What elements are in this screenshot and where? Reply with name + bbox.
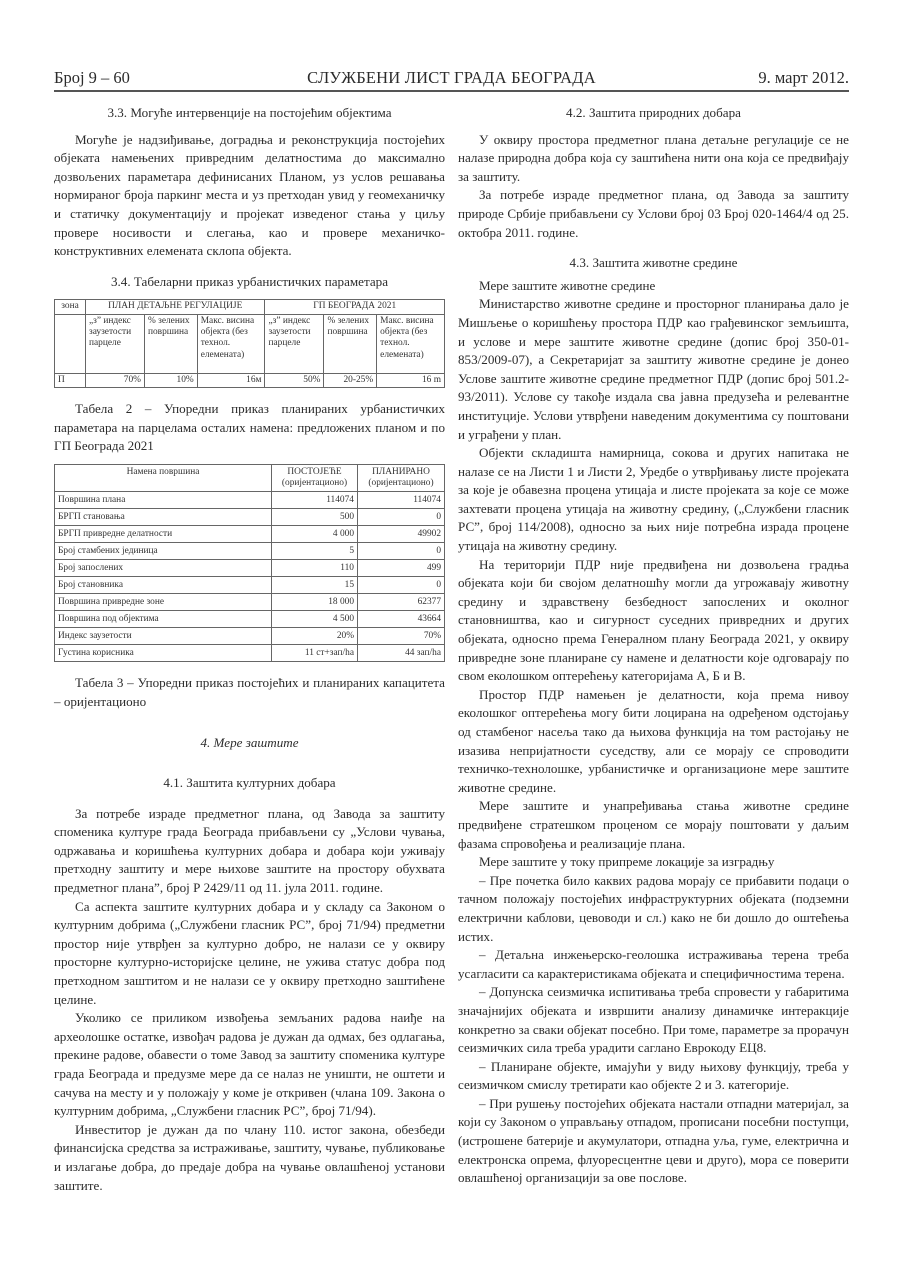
left-column xyxy=(54,104,445,1195)
table-cell: 499 xyxy=(358,560,445,577)
table-cell: Број становника xyxy=(55,577,272,594)
table-cell: 0 xyxy=(358,577,445,594)
table-cell: 10% xyxy=(144,373,197,387)
table-cell: 18 000 xyxy=(272,594,358,611)
table-row xyxy=(55,577,445,594)
table-cell: 16м xyxy=(197,373,265,387)
table-cell: 49902 xyxy=(358,526,445,543)
section-3-3-paragraph: Могуће је надзиђивање, доградња и реконструкција постојећих објеката намењених привредним делатностима до максимално дозвољених параметара дефинисаних Планом, уз услов решавања нормираног броја паркинг места и уз претходан увид у геомеханичку и статичку документацију и пројекат изведеног стања у циљу провере носивости и слегања, као и провере механичко-конструктивних елемената склопа објекта. xyxy=(54,131,445,259)
subheader-cell: % зелених површина xyxy=(144,314,197,373)
table-cell: Број стамбених јединица xyxy=(55,543,272,560)
issue-date: 9. март 2012. xyxy=(758,68,849,87)
section-3-3-heading: 3.3. Могуће интервенције на постојећим објектима xyxy=(107,105,392,120)
subheader-cell: % зелених површина xyxy=(324,314,377,373)
table-cell: Индекс заузетости xyxy=(55,628,272,645)
table-cell: 114074 xyxy=(358,492,445,509)
table-cell: 114074 xyxy=(272,492,358,509)
subheading: Мере заштите у току припреме локације за изградњу xyxy=(479,854,775,870)
table-header-row xyxy=(55,464,445,492)
table-row xyxy=(55,526,445,543)
page-header xyxy=(54,66,849,92)
table-cell: 20% xyxy=(272,628,358,645)
gp-group-header: ГП БЕОГРАДА 2021 xyxy=(265,300,445,314)
bullet-item: – Пре почетка било каквих радова морају се прибавити подаци о тачном положају постојећих инфраструктурних објеката (подземни електрични каблови, цевоводи и сл.) како не би дошло до оштећења истих. xyxy=(458,872,849,944)
table-cell: 0 xyxy=(358,509,445,526)
table-row xyxy=(55,543,445,560)
table-cell: Густина корисника xyxy=(55,645,272,662)
table-row xyxy=(55,594,445,611)
paragraph: Мере заштите и унапређивања стања животне средине предвиђене стратешком проценом се морају поштовати у даљим фазама спровођења и реализације плана. xyxy=(458,798,849,851)
table-header-row xyxy=(55,300,445,314)
section-4-1-heading: 4.1. Заштита културних добара xyxy=(163,775,336,791)
table-cell: Површина под објектима xyxy=(55,611,272,628)
table-row xyxy=(55,560,445,577)
bullet-item: – Детаљна инжењерско-геолошка истраживања терена треба усагласити са карактеристикама објеката и специфичностима терена. xyxy=(458,947,849,981)
plan-group-header: ПЛАН ДЕТАЉНЕ РЕГУЛАЦИЈЕ xyxy=(86,300,265,314)
table-cell: П xyxy=(55,373,86,387)
issue-number: Број 9 – 60 xyxy=(54,68,130,87)
table-cell: Површина плана xyxy=(55,492,272,509)
column-header: Намена површина xyxy=(55,464,272,492)
paragraph: Инвеститор је дужан да по члану 110. истог закона, обезбеди финансијска средства за истраживање, заштиту, чување, публиковање и излагање добра, до предаје добра на чување овлашћеној установи заштите. xyxy=(54,1121,445,1193)
paragraph: Простор ПДР намењен је делатности, која према нивоу еколошког оптерећења могу бити лоцирана на одређеном одстојању од стамбеног насеља тако да њихова функција на том растојању не изазива непријатности суседству, али се морају се спроводити техничко-технолошке, урбанистичке и организационе мере заштите животне средине. xyxy=(458,686,849,795)
table-cell: 110 xyxy=(272,560,358,577)
publication-title: СЛУЖБЕНИ ЛИСТ ГРАДА БЕОГРАДА xyxy=(307,68,596,87)
paragraph: За потребе израде предметног плана, од Завода за заштиту споменика културе града Београда прибављени су „Услови чувања, одржавања и коришћења културних добара и добара који уживају претходну заштиту и мере њихове заштите на простору обухвата предметног плана”, број Р 2429/11 од 11. јула 2011. године. xyxy=(54,805,445,896)
table-cell: 44 зап/ha xyxy=(358,645,445,662)
bullet-item: – Допунска сеизмичка испитивања треба спровести у габаритима значајнијих објеката и извршити анализу динамичке интеракције конкретно за сваки објекат посебно. При томе, параметре за прорачун сеизмичких сила треба урадити саглано Еврокоду ЕЦ8. xyxy=(458,984,849,1056)
table-cell: БРГП становања xyxy=(55,509,272,526)
subheader-cell: Макс. висина објекта (без технол. елемената) xyxy=(197,314,265,373)
table-cell: 20-25% xyxy=(324,373,377,387)
section-4-3-heading: 4.3. Заштита животне средине xyxy=(569,255,738,271)
paragraph: Уколико се приликом извођења земљаних радова наиђе на археолошке остатке, извођач радова је дужан да одмах, без одлагања, прекине радове, обавести о томе Завод за заштиту споменика културе града Београда и предузме мере да се налаз не уништи, не оштети и сачува на месту и у положају у коме је откривен (члана 109. Закона о културним добрима, „Службени гласник РС”, број 71/94). xyxy=(54,1010,445,1119)
paragraph: Објекти складишта намирница, сокова и других напитака не налазе се на Листи 1 и Листи 2, Уредбе о утврђивању листе пројеката за које је обавезна процена утицаја и листе пројеката за које се може захтевати процена утицаја на животну средину, („Службени гласник РС”, број 114/2008), односно за њих није потребна израда процене утицаја на животну средину. xyxy=(458,445,849,554)
paragraph: У оквиру простора предметног плана детаљне регулације се не налазе природна добра која су заштићена нити она која се предвиђају за заштиту. xyxy=(458,131,849,184)
paragraph: Министарство животне средине и просторног планирања дало је Мишљење о коришћењу простора ПДР као грађевинског земљишта, и услове и мере заштите животне средине (допис број 350-01-853/2009-07), а Секретаријат за заштиту животне средине је донео Услове заштите животне средине предметног ПДР (допис број 501.2-93/2011). Услове су такође издала сва јавна предузећа и релевантне институције. Услови утврђени наведеним документима су поштовани и уграђени у план. xyxy=(458,296,849,442)
table-cell: 5 xyxy=(272,543,358,560)
table-cell: 15 xyxy=(272,577,358,594)
table-cell: 50% xyxy=(265,373,324,387)
subheader-cell: „з” индекс заузетости парцеле xyxy=(86,314,145,373)
section-3-4-heading: 3.4. Табеларни приказ урбанистичких параметара xyxy=(110,273,389,289)
paragraph: Са аспекта заштите културних добара и у складу са Законом о културним добрима („Службени гласник РС”, број 71/94) предметни простор није утврђен за културно добро, не налази се у оквиру просторне културно-историјске целине, не ужива статус добра под претходном заштитом и не налази се у оквиру претходно заштићене целине. xyxy=(54,898,445,1007)
urban-parameters-table xyxy=(54,299,445,388)
table-cell: 500 xyxy=(272,509,358,526)
column-header: ПОСТОЈЕЋЕ (оријентационо) xyxy=(272,464,358,492)
table-cell: 16 m xyxy=(377,373,445,387)
table-row xyxy=(55,373,445,387)
section-4-heading: 4. Мере заштите xyxy=(200,734,299,750)
subheading: Мере заштите животне средине xyxy=(479,277,656,293)
right-column xyxy=(458,104,849,1188)
table-cell: 70% xyxy=(358,628,445,645)
table-cell: Површина привредне зоне xyxy=(55,594,272,611)
table-row xyxy=(55,492,445,509)
table-cell: 4 500 xyxy=(272,611,358,628)
zone-header: зона xyxy=(55,300,86,314)
table-row xyxy=(55,509,445,526)
table-cell: БРГП привредне делатности xyxy=(55,526,272,543)
table-cell: 70% xyxy=(86,373,145,387)
paragraph: За потребе израде предметног плана, од Завода за заштиту природе Србије прибављени су Услови број 03 Број 020-1464/4 од 25. октобра 2011. године. xyxy=(458,187,849,240)
table-2-caption: Табела 2 – Упоредни приказ планираних урбанистичких параметара на парцелама осталих намена: предложених планом и по ГП Београда 2021 xyxy=(54,400,445,454)
table-cell: 62377 xyxy=(358,594,445,611)
table-row xyxy=(55,628,445,645)
table-row xyxy=(55,611,445,628)
comparison-table xyxy=(54,464,445,663)
section-4-2-heading: 4.2. Заштита природних добара xyxy=(566,105,741,120)
table-subheader-row xyxy=(55,314,445,373)
column-header: ПЛАНИРАНО (оријентационо) xyxy=(358,464,445,492)
table-3-caption: Табела 3 – Упоредни приказ постојећих и планираних капацитета – оријентационо xyxy=(54,675,445,709)
table-cell: Број запослених xyxy=(55,560,272,577)
table-row xyxy=(55,645,445,662)
table-cell: 4 000 xyxy=(272,526,358,543)
bullet-item: – Планиране објекте, имајући у виду њихову функцију, треба у сеизмичком смислу третирати као објекте 2 и 3. категорије. xyxy=(458,1058,849,1093)
table-cell: 0 xyxy=(358,543,445,560)
subheader-cell: Макс. висина објекта (без технол. елемената) xyxy=(377,314,445,373)
table-cell: 43664 xyxy=(358,611,445,628)
table-cell: 11 ст+зап/ha xyxy=(272,645,358,662)
subheader-cell: „з” индекс заузетости парцеле xyxy=(265,314,324,373)
bullet-item: – При рушењу постојећих објеката настали отпадни материјал, за који су Законом о управљању отпадом, прописани посебни поступци, (истрошене батерије и акумулатори, отпадна уља, гуме, електрична и електронска опрема, флуоресцентне цеви и друго), мора се поверити овлашћеној организацији за ове послове. xyxy=(458,1095,849,1186)
paragraph: На територији ПДР није предвиђена ни дозвољена градња објеката који би својом делатношћу могли да угрожавају животну средину и здравствену безбедност запослених и околног становништва, као и сигурност суседних привредних и других објеката, односно према Генералном плану Београда 2021, у оквиру привредне зоне планиране су намене и делатности које одговарају по свом еколошком оптерећењу категоријама А, Б и В. xyxy=(458,556,849,684)
